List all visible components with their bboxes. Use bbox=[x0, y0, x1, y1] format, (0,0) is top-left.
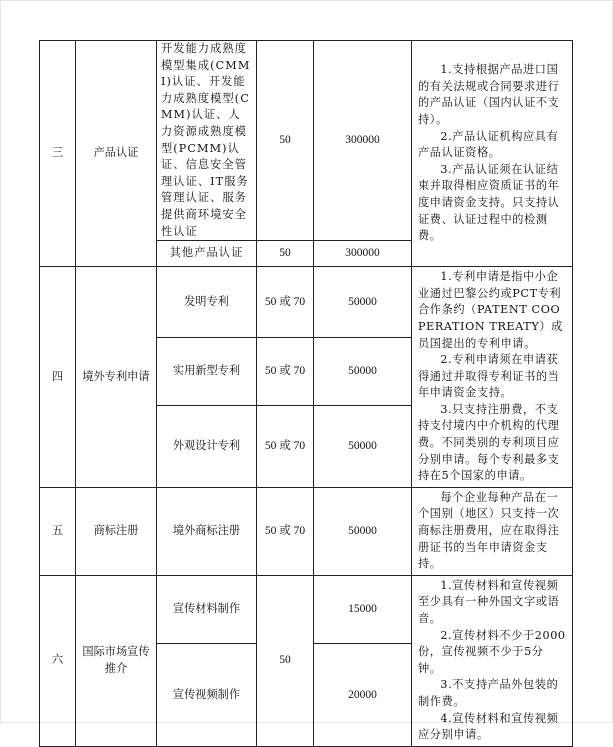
item-cell: 境外商标注册 bbox=[157, 487, 257, 575]
ratio-cell: 50 或 70 bbox=[257, 406, 314, 488]
item-cell: 外观设计专利 bbox=[157, 406, 257, 488]
remark-paragraph: 2.产品认证机构应具有产品认证资格。 bbox=[418, 129, 559, 160]
remark-cell bbox=[412, 267, 573, 488]
amount-cell: 15000 bbox=[314, 575, 412, 643]
remark-paragraph: 3.产品认证须在认证结束并取得相应资质证书的年度申请资金支持。只支持认证费、认证过程中的检测费。 bbox=[418, 162, 560, 243]
remark-paragraph: 2.宣传材料不少于2000份，宣传视频不少于5分钟。 bbox=[418, 628, 566, 675]
remark-cell bbox=[412, 487, 573, 575]
remark-paragraph: 3.不支持产品外包装的制作费。 bbox=[418, 678, 559, 708]
amount-cell: 50000 bbox=[314, 267, 412, 338]
remark-paragraph: 2.专利申请须在申请获得通过并取得专利证书的当年申请资金支持。 bbox=[418, 353, 560, 400]
remark-paragraph: 每个企业每种产品在一个国别（地区）只支持一次商标注册费用，应在取得注册证书的当年申请资金支持。 bbox=[418, 490, 560, 571]
row-number: 三 bbox=[40, 41, 76, 267]
remark-paragraph: 1.宣传材料和宣传视频至少具有一种外国文字或语音。 bbox=[418, 578, 560, 625]
category-cell: 国际市场宣传推介 bbox=[76, 575, 157, 746]
amount-cell: 300000 bbox=[314, 241, 412, 267]
ratio-cell: 50 bbox=[257, 575, 314, 746]
remark-paragraph: 1.专利申请是指中小企业通过巴黎公约或PCT专利合作条约（PATENT COOPERATION TREATY）成员国提出的专利申请。 bbox=[418, 270, 563, 350]
remark-paragraph: 1.支持根据产品进口国的有关法规或合同要求进行的产品认证（国内认证不支持）。 bbox=[418, 63, 560, 127]
item-cell: 实用新型专利 bbox=[157, 338, 257, 406]
amount-cell: 50000 bbox=[314, 487, 412, 575]
ratio-cell: 50 或 70 bbox=[257, 267, 314, 338]
item-cell: 发明专利 bbox=[157, 267, 257, 338]
remark-paragraph: 3.只支持注册费，不支持支付境内中介机构的代理费。不同类别的专利项目应分别申请。每个专利最多支持在5个国家的申请。 bbox=[418, 402, 560, 483]
ratio-cell: 50 或 70 bbox=[257, 487, 314, 575]
row-number: 五 bbox=[40, 487, 76, 575]
table-row bbox=[40, 41, 573, 241]
amount-cell: 50000 bbox=[314, 338, 412, 406]
category-cell: 产品认证 bbox=[76, 41, 157, 267]
item-cell: 宣传视频制作 bbox=[157, 644, 257, 747]
subsidy-table bbox=[39, 40, 573, 747]
category-cell: 商标注册 bbox=[76, 487, 157, 575]
remark-cell bbox=[412, 41, 573, 267]
ratio-cell: 50 bbox=[257, 41, 314, 241]
row-number: 六 bbox=[40, 575, 76, 746]
amount-cell: 20000 bbox=[314, 644, 412, 747]
row-number: 四 bbox=[40, 267, 76, 488]
table-row bbox=[40, 575, 573, 643]
amount-cell: 50000 bbox=[314, 406, 412, 488]
category-cell: 境外专利申请 bbox=[76, 267, 157, 488]
item-cell: 开发能力成熟度模型集成(CMMI)认证、开发能力成熟度模型(CMM)认证、人力资源成熟度模型(PCMM)认证、信息安全管理认证、IT服务管理认证、服务提供商环境安全性认证 bbox=[157, 41, 257, 241]
amount-cell: 300000 bbox=[314, 41, 412, 241]
remark-paragraph: 4.宣传材料和宣传视频应分别申请。 bbox=[418, 711, 559, 742]
item-cell: 宣传材料制作 bbox=[157, 575, 257, 643]
remark-cell bbox=[412, 575, 573, 746]
ratio-cell: 50 或 70 bbox=[257, 338, 314, 406]
item-cell: 其他产品认证 bbox=[157, 241, 257, 267]
table-row bbox=[40, 487, 573, 575]
table-row bbox=[40, 267, 573, 338]
ratio-cell: 50 bbox=[257, 241, 314, 267]
